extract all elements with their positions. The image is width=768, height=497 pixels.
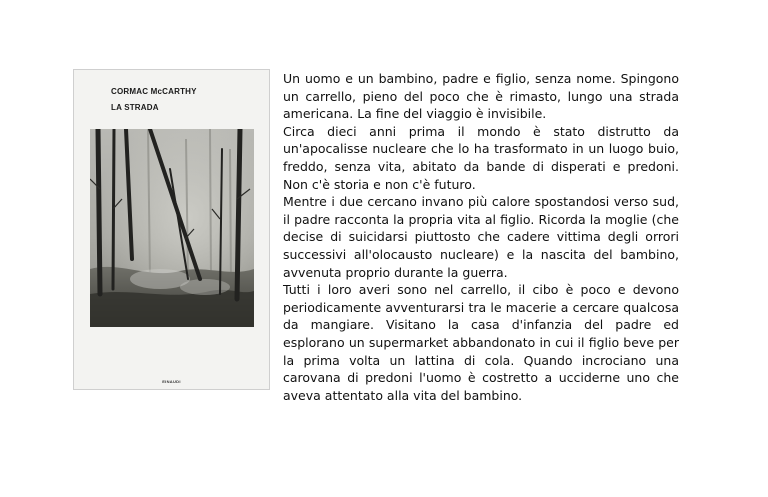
book-cover: [73, 69, 270, 390]
cover-author: CORMAC McCARTHY: [111, 87, 197, 96]
synopsis-paragraph: Mentre i due cercano invano più calore spostandosi verso sud, il padre racconta la propria vita al figlio. Ricorda la moglie (che decise di suicidarsi piuttosto che cadere vittima degli orrori successivi all'olocausto nucleare) e la nascita del bambino, avvenuta proprio durante la guerra.: [283, 194, 679, 280]
synopsis-text: [283, 70, 679, 404]
cover-publisher: EINAUDI: [162, 379, 181, 384]
synopsis-paragraph: Circa dieci anni prima il mondo è stato distrutto da un'apocalisse nucleare che lo ha trasformato in un luogo buio, freddo, senza vita, abitato da bande di disperati e predoni. Non c'è storia e non c'è futuro.: [283, 123, 679, 192]
cover-artwork-image: [90, 129, 254, 327]
synopsis-paragraph: Tutti i loro averi sono nel carrello, il cibo è poco e devono periodicamente avventurarsi tra le macerie a cercare qualcosa da mangiare. Visitano la casa d'infanzia del padre ed esplorano un supermarket abbandonato in cui il figlio beve per la prima volta un lattina di cola. Quando incrociano una carovana di predoni l'uomo è costretto a ucciderne uno che aveva attentato alla vita del bambino.: [283, 282, 679, 403]
cover-title: LA STRADA: [111, 103, 159, 112]
synopsis-paragraph: Un uomo e un bambino, padre e figlio, senza nome. Spingono un carrello, pieno del poco che è rimasto, lungo una strada americana. La fine del viaggio è invisibile.: [283, 71, 679, 122]
